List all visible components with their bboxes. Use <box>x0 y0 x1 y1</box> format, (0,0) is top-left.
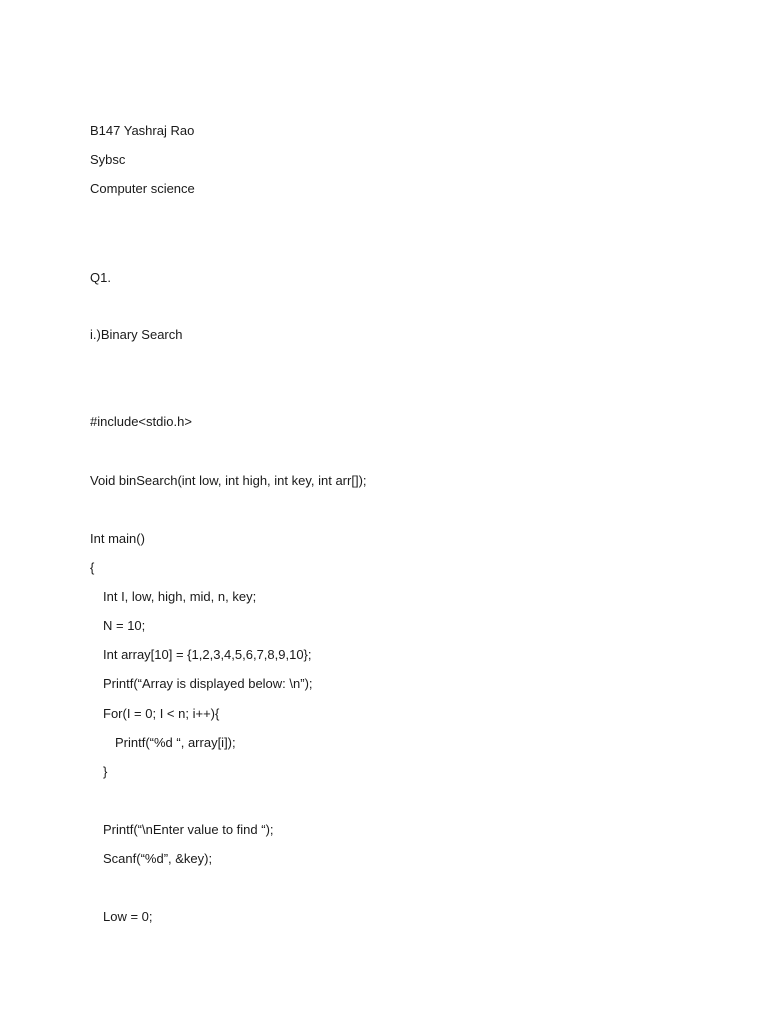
subject-line: Computer science <box>90 181 195 196</box>
code-declaration-line: Int I, low, high, mid, n, key; <box>103 589 257 604</box>
code-open-brace: { <box>90 560 95 575</box>
code-print-prompt: Printf(“\nEnter value to find “); <box>103 822 274 837</box>
code-print-header: Printf(“Array is displayed below: \n”); <box>103 676 313 691</box>
code-low-assignment: Low = 0; <box>103 909 153 924</box>
code-array-declaration: Int array[10] = {1,2,3,4,5,6,7,8,9,10}; <box>103 647 312 662</box>
code-include-line: #include<stdio.h> <box>90 414 192 429</box>
question-part-title: i.)Binary Search <box>90 327 183 342</box>
code-for-loop: For(I = 0; I < n; i++){ <box>103 706 220 721</box>
class-line: Sybsc <box>90 152 126 167</box>
code-prototype-line: Void binSearch(int low, int high, int key, int arr[]); <box>90 473 367 488</box>
code-close-for: } <box>103 764 108 779</box>
code-scan-key: Scanf(“%d”, &key); <box>103 851 213 866</box>
code-n-assignment: N = 10; <box>103 618 146 633</box>
student-name-line: B147 Yashraj Rao <box>90 123 195 138</box>
question-number: Q1. <box>90 270 111 285</box>
code-main-signature: Int main() <box>90 531 145 546</box>
code-print-item: Printf(“%d “, array[i]); <box>115 735 236 750</box>
